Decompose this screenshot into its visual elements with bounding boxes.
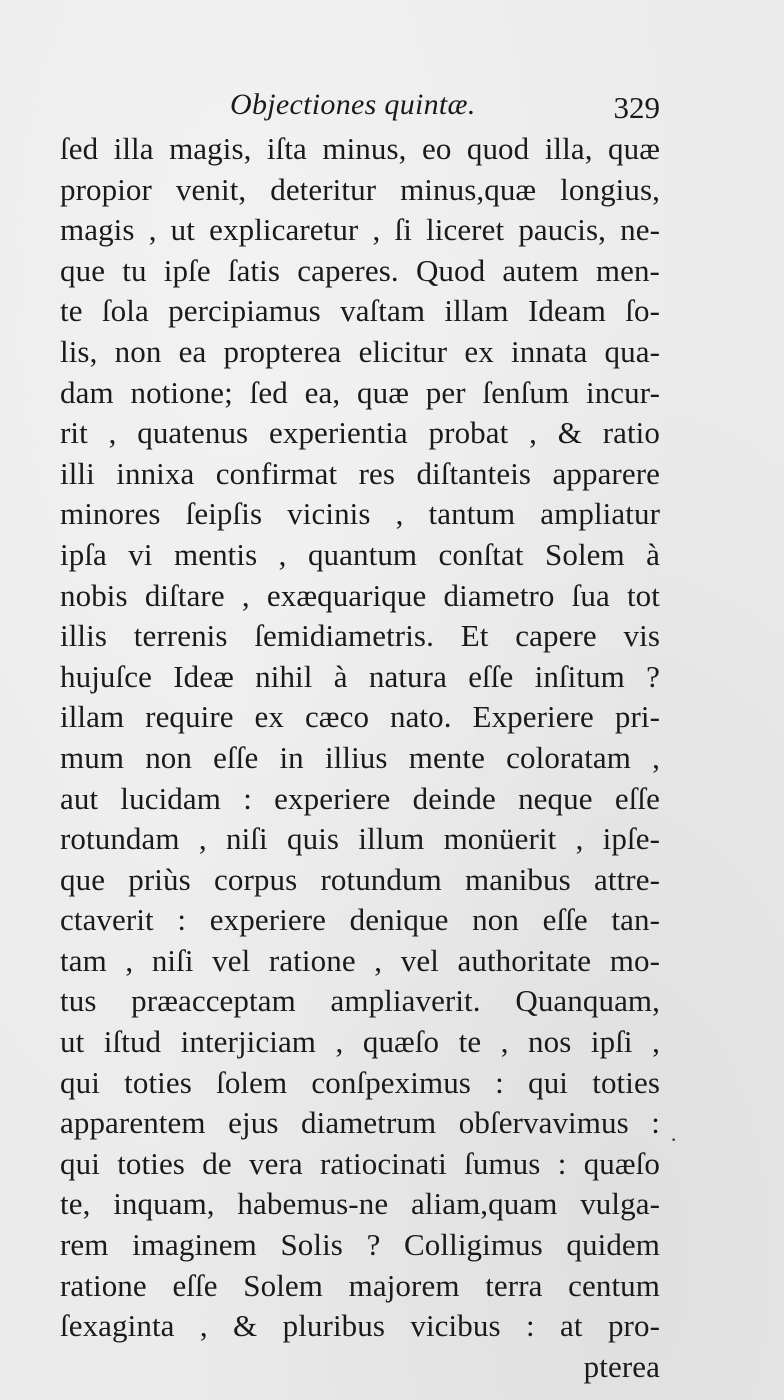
running-head-title: Objectiones quintæ. bbox=[230, 88, 476, 121]
text-line: que priùs corpus rotundum manibus attre- bbox=[60, 861, 660, 897]
text-line: illis terrenis ſemidiametris. Et capere vis bbox=[60, 618, 660, 654]
text-line: qui toties de vera ratiocinati ſumus : quæſo bbox=[60, 1145, 660, 1181]
text-line: dam notione; ſed ea, quæ per ſenſum incur- bbox=[60, 374, 660, 410]
margin-dot-mark: · bbox=[670, 1127, 678, 1152]
text-line: lis, non ea propterea elicitur ex innata qua- bbox=[60, 333, 660, 369]
catchword: pterea bbox=[583, 1348, 660, 1384]
text-line: te ſola percipiamus vaſtam illam Ideam ſo- bbox=[60, 293, 660, 329]
text-line: magis , ut explicaretur , ſi liceret paucis, ne- bbox=[60, 212, 660, 248]
running-head bbox=[60, 86, 660, 126]
page-number: 329 bbox=[613, 90, 660, 125]
text-line: apparentem ejus diametrum obſervavimus : bbox=[60, 1105, 660, 1141]
body-text bbox=[60, 129, 660, 1387]
text-line: tus præacceptam ampliaverit. Quanquam, bbox=[60, 983, 660, 1019]
text-line: aut lucidam : experiere deinde neque eſſe bbox=[60, 780, 660, 816]
text-line: illam require ex cæco nato. Experiere pri- bbox=[60, 699, 660, 735]
text-line: ctaverit : experiere denique non eſſe tan- bbox=[60, 902, 660, 938]
text-line: ſexaginta , & pluribus vicibus : at pro- bbox=[60, 1308, 660, 1344]
text-line: propior venit, deteritur minus,quæ longius, bbox=[60, 171, 660, 207]
text-line: rotundam , niſi quis illum monüerit , ipſe- bbox=[60, 821, 660, 857]
text-line: nobis diſtare , exæquarique diametro ſua tot bbox=[60, 577, 660, 613]
text-line: ratione eſſe Solem majorem terra centum bbox=[60, 1267, 660, 1303]
text-line: te, inquam, habemus-ne aliam,quam vulga- bbox=[60, 1186, 660, 1222]
text-line: ſed illa magis, iſta minus, eo quod illa, quæ bbox=[60, 131, 660, 166]
text-line: hujuſce Ideæ nihil à natura eſſe inſitum ? bbox=[60, 658, 660, 694]
text-line: ipſa vi mentis , quantum conſtat Solem à bbox=[60, 536, 660, 572]
text-line: rit , quatenus experientia probat , & ratio bbox=[60, 415, 660, 451]
text-line: qui toties ſolem conſpeximus : qui toties bbox=[60, 1064, 660, 1100]
text-line: ut iſtud interjiciam , quæſo te , nos ipſi , bbox=[60, 1024, 660, 1060]
text-line: minores ſeipſis vicinis , tantum ampliatur bbox=[60, 496, 660, 532]
text-line: que tu ipſe ſatis caperes. Quod autem men- bbox=[60, 252, 660, 288]
text-line: rem imaginem Solis ? Colligimus quidem bbox=[60, 1227, 660, 1263]
text-line: mum non eſſe in illius mente coloratam , bbox=[60, 739, 660, 775]
text-line: illi innixa confirmat res diſtanteis apparere bbox=[60, 455, 660, 491]
text-line: tam , niſi vel ratione , vel authoritate mo- bbox=[60, 942, 660, 978]
